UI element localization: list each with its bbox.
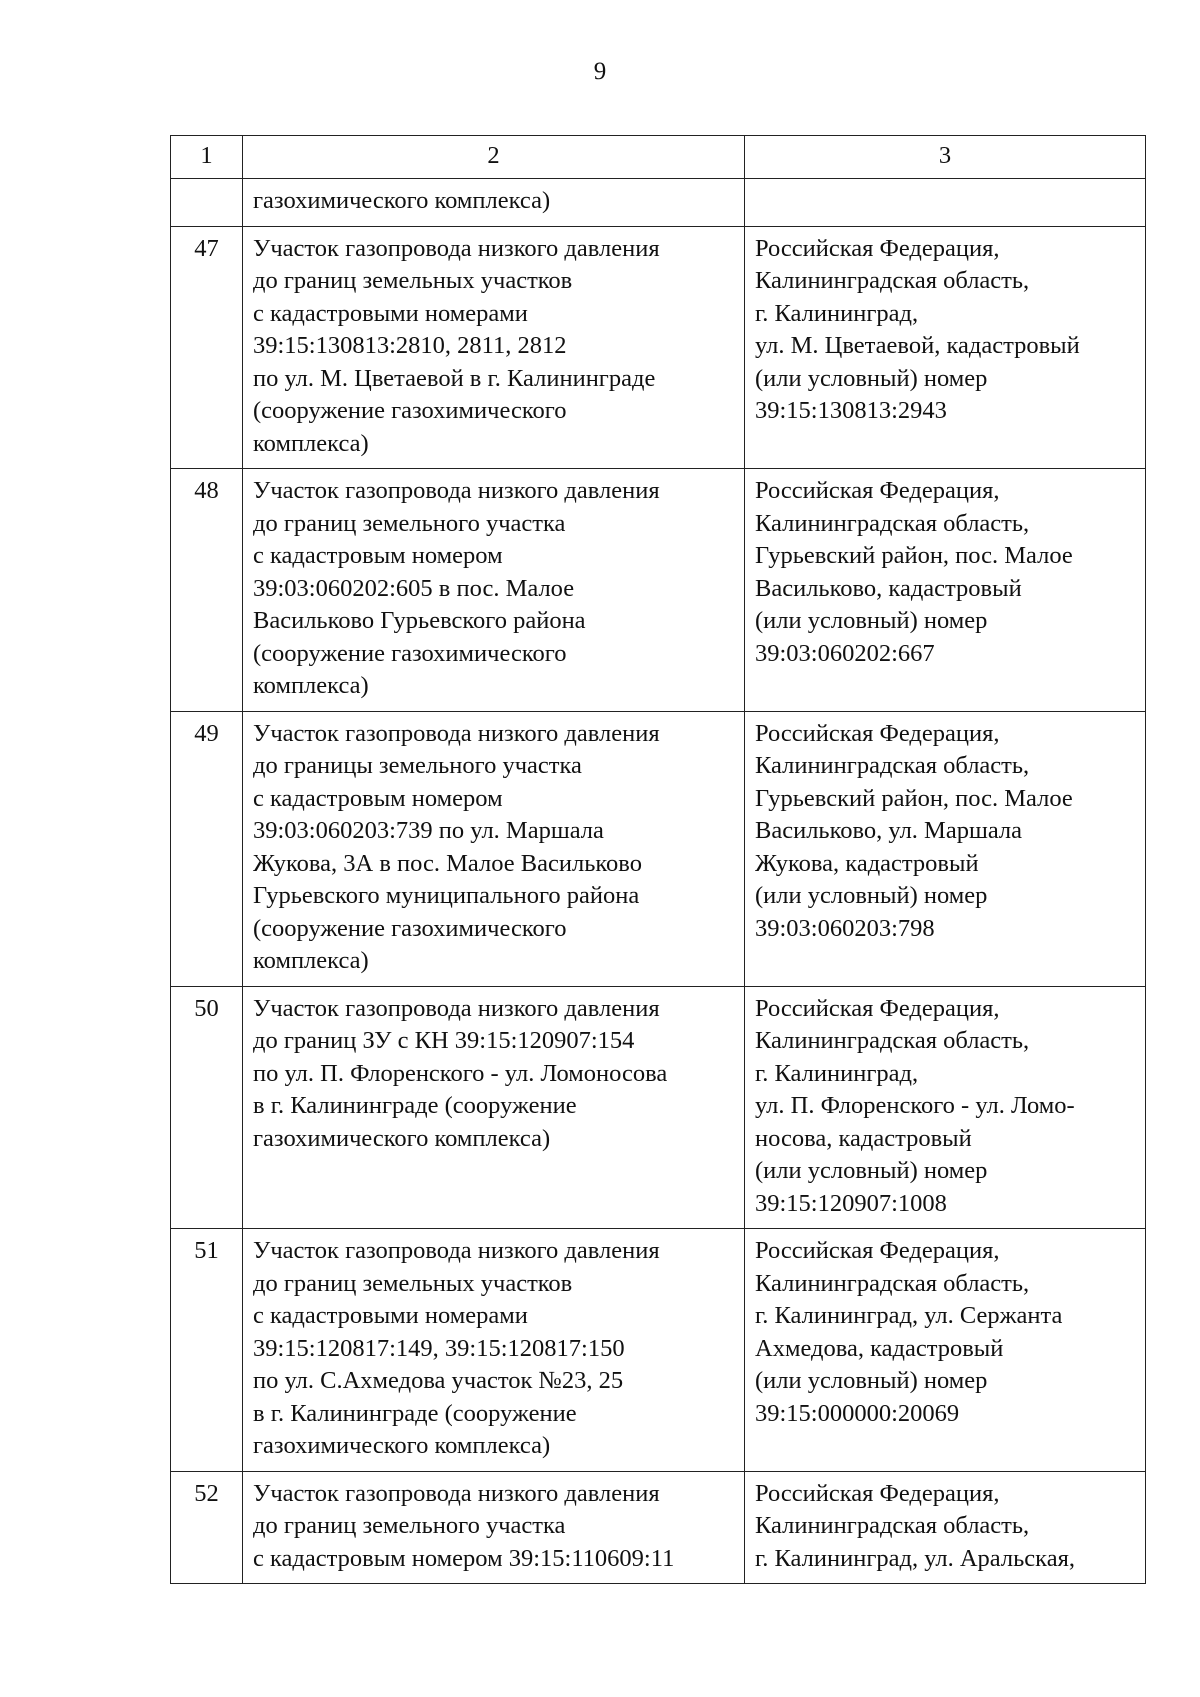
object-address	[745, 179, 1146, 227]
object-description	[243, 1229, 745, 1472]
description-line: до границ ЗУ с КН 39:15:120907:154	[253, 1027, 635, 1054]
description-line: газохимического комплекса)	[253, 1432, 551, 1459]
description-line: до границ земельных участков	[253, 1269, 573, 1297]
address-line: (или условный) номер	[755, 882, 988, 909]
description-line: Участок газопровода низкого давления	[253, 1237, 660, 1264]
object-address	[745, 1229, 1146, 1472]
address-line: г. Калининград,	[755, 1059, 919, 1087]
address-line: Ахмедова, кадастровый	[755, 1334, 1004, 1362]
description-line: по ул. М. Цветаевой в г. Калининграде	[253, 364, 656, 392]
header-cell-1: 1	[171, 136, 243, 179]
object-description	[243, 179, 745, 227]
address-line: Калининградская область,	[755, 1027, 1030, 1054]
description-line: с кадастровым номером	[253, 784, 503, 812]
description-line: газохимического комплекса)	[253, 187, 551, 214]
description-line: (сооружение газохимического	[253, 639, 567, 667]
object-description	[243, 469, 745, 712]
description-line: (сооружение газохимического	[253, 914, 567, 942]
object-description	[243, 986, 745, 1229]
address-line: Российская Федерация,	[755, 234, 1000, 262]
description-line: в г. Калининграде (сооружение	[253, 1399, 577, 1427]
address-line: Гурьевский район, пос. Малое	[755, 542, 1073, 569]
description-line: (сооружение газохимического	[253, 397, 567, 424]
address-line: 39:15:130813:2943	[755, 397, 947, 424]
address-line: 39:03:060203:798	[755, 914, 935, 942]
description-line: с кадастровыми номерами	[253, 299, 528, 327]
description-line: с кадастровым номером 39:15:110609:11	[253, 1544, 675, 1572]
address-line: 39:15:000000:20069	[755, 1399, 960, 1427]
address-line: носова, кадастровый	[755, 1124, 972, 1152]
description-line: 39:03:060202:605 в пос. Малое	[253, 574, 575, 602]
description-line: до границ земельного участка	[253, 509, 566, 537]
object-address	[745, 711, 1146, 986]
description-line: до границ земельных участков	[253, 267, 573, 294]
table-row	[171, 226, 1146, 469]
address-line: г. Калининград,	[755, 299, 919, 327]
address-line: ул. П. Флоренского - ул. Ломо-	[755, 1092, 1075, 1119]
address-line: Российская Федерация,	[755, 719, 1000, 747]
continuation-row	[171, 179, 1146, 227]
row-number	[171, 179, 243, 227]
object-description	[243, 1471, 745, 1584]
address-line: 39:03:060202:667	[755, 639, 935, 667]
address-line: (или условный) номер	[755, 1157, 988, 1184]
address-line: Калининградская область,	[755, 509, 1030, 537]
object-address	[745, 226, 1146, 469]
row-number: 52	[171, 1471, 243, 1584]
table-row	[171, 711, 1146, 986]
address-line: г. Калининград, ул. Аральская,	[755, 1544, 1075, 1572]
row-number: 49	[171, 711, 243, 986]
header-cell-2: 2	[243, 136, 745, 179]
description-line: Участок газопровода низкого давления	[253, 477, 660, 504]
description-line: до границы земельного участка	[253, 752, 582, 779]
address-line: Калининградская область,	[755, 752, 1030, 779]
object-address	[745, 1471, 1146, 1584]
page-number: 9	[593, 58, 607, 85]
address-line: Гурьевский район, пос. Малое	[755, 784, 1073, 812]
description-line: Участок газопровода низкого давления	[253, 234, 660, 262]
address-line: ул. М. Цветаевой, кадастровый	[755, 332, 1080, 359]
header-row	[171, 136, 1146, 179]
address-line: (или условный) номер	[755, 364, 988, 392]
description-line: в г. Калининграде (сооружение	[253, 1092, 577, 1119]
table-row	[171, 1229, 1146, 1472]
description-line: 39:03:060203:739 по ул. Маршала	[253, 817, 604, 844]
description-line: Участок газопровода низкого давления	[253, 719, 660, 747]
description-line: с кадастровым номером	[253, 542, 503, 569]
description-line: газохимического комплекса)	[253, 1124, 551, 1152]
address-line: Жукова, кадастровый	[755, 849, 979, 877]
description-line: Васильково Гурьевского района	[253, 607, 586, 634]
address-line: Российская Федерация,	[755, 994, 1000, 1022]
object-address	[745, 986, 1146, 1229]
address-line: Васильково, ул. Маршала	[755, 817, 1023, 844]
address-line: (или условный) номер	[755, 1367, 988, 1394]
address-line: Калининградская область,	[755, 1269, 1030, 1297]
address-line: г. Калининград, ул. Сержанта	[755, 1302, 1063, 1329]
description-line: Гурьевского муниципального района	[253, 882, 640, 909]
address-line: Российская Федерация,	[755, 1479, 1000, 1507]
object-description	[243, 711, 745, 986]
address-line: Российская Федерация,	[755, 1237, 1000, 1264]
description-line: с кадастровыми номерами	[253, 1302, 528, 1329]
description-line: комплекса)	[253, 947, 369, 974]
row-number: 47	[171, 226, 243, 469]
header-cell-3: 3	[745, 136, 1146, 179]
address-line: Российская Федерация,	[755, 477, 1000, 504]
description-line: 39:15:120817:149, 39:15:120817:150	[253, 1334, 625, 1362]
description-line: до границ земельного участка	[253, 1512, 566, 1539]
row-number: 48	[171, 469, 243, 712]
table-row	[171, 1471, 1146, 1584]
description-line: Жукова, 3А в пос. Малое Васильково	[253, 849, 642, 877]
description-line: 39:15:130813:2810, 2811, 2812	[253, 332, 567, 359]
address-line: Калининградская область,	[755, 1512, 1030, 1539]
object-address	[745, 469, 1146, 712]
description-line: по ул. П. Флоренского - ул. Ломоносова	[253, 1059, 668, 1087]
register-table	[170, 135, 1146, 1584]
description-line: по ул. С.Ахмедова участок №23, 25	[253, 1367, 624, 1394]
address-line: Калининградская область,	[755, 267, 1030, 294]
address-line: (или условный) номер	[755, 607, 988, 634]
description-line: комплекса)	[253, 429, 369, 457]
description-line: Участок газопровода низкого давления	[253, 1479, 660, 1507]
table-row	[171, 986, 1146, 1229]
address-line: Васильково, кадастровый	[755, 574, 1022, 602]
object-description	[243, 226, 745, 469]
table-row	[171, 469, 1146, 712]
table-body	[171, 136, 1146, 1584]
address-line: 39:15:120907:1008	[755, 1189, 947, 1217]
description-line: комплекса)	[253, 672, 369, 699]
description-line: Участок газопровода низкого давления	[253, 994, 660, 1022]
row-number: 50	[171, 986, 243, 1229]
row-number: 51	[171, 1229, 243, 1472]
